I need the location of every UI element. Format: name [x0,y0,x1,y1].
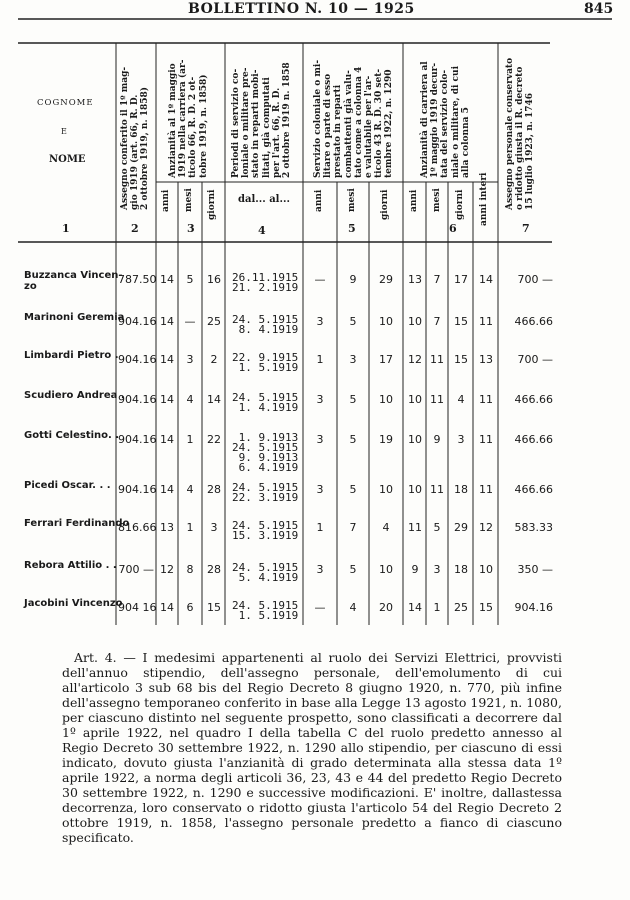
employee-name-line: Rebora Attilio . . [24,560,117,571]
cell-s-mesi: 9 [349,273,357,286]
cell-d-anni: 11 [408,521,422,534]
cell-periodo: 26.11.1915 21. 2.1919 [232,271,299,294]
cell-a-mesi: — [184,315,196,328]
cell-d-anni: 14 [408,601,422,614]
sublabel-mesi: mesi [432,188,442,212]
employee-name [24,430,119,441]
cell-assegno: 904.16 [118,353,157,366]
cell-a-anni: 14 [160,315,174,328]
cell-d-giorni: 18 [454,563,468,576]
cell-conservato: 700 — [517,273,553,286]
col6-header [420,61,471,178]
col7-header-line: Assegno personale conservato [505,57,515,210]
col-number: 1 [62,222,70,235]
col6-header-line: alla colonna 5 [460,107,471,178]
cell-a-anni: 14 [160,353,174,366]
employee-name-line: Buzzanca Vincen- [24,270,123,281]
col-number: 4 [258,224,266,237]
cell-d-mesi: 11 [430,353,444,366]
sublabel-anni: anni [161,189,171,212]
cell-a-mesi: 6 [186,601,194,614]
cell-a-mesi: 1 [186,433,194,446]
cell-d-anni: 10 [408,315,422,328]
cell-d-interi: 12 [479,521,493,534]
cell-s-anni: — [314,601,326,614]
employee-name-line: Scudiero Andrea . [24,390,125,401]
col-number: 2 [131,222,139,235]
col5-header-line: prestato in reparti [333,84,344,178]
cell-d-giorni: 15 [454,315,468,328]
cell-s-giorni: 29 [379,273,393,286]
cell-a-mesi: 1 [186,521,194,534]
cell-d-anni: 13 [408,273,422,286]
col6-header-line: Anzianità di carriera al [420,61,430,178]
cell-a-anni: 14 [160,433,174,446]
cell-conservato: 466.66 [514,433,553,446]
cell-d-giorni: 18 [454,483,468,496]
header-nome: NOME [49,154,86,165]
cell-s-giorni: 20 [379,601,393,614]
cell-s-mesi: 5 [349,563,357,576]
sublabel-mesi: mesi [184,188,194,212]
cell-d-mesi: 11 [430,393,444,406]
cell-d-giorni: 3 [457,433,465,446]
cell-d-mesi: 9 [433,433,441,446]
employee-name-line: Jacobini Vincenzo [24,598,123,609]
cell-a-anni: 14 [160,393,174,406]
cell-assegno: 787.50 [118,273,157,286]
page-number: 845 [584,1,614,17]
cell-s-anni: 1 [316,353,324,366]
cell-a-mesi: 8 [186,563,194,576]
cell-periodo: 1. 9.1913 24. 5.1915 9. 9.1913 6. 4.1919 [232,431,299,474]
col4-header [231,62,292,178]
cell-assegno: 904 16 [118,601,157,614]
cell-d-giorni: 4 [457,393,465,406]
col5-header-line: combattenti già valu- [343,70,354,178]
article-text: Art. 4. — I medesimi appartenenti al ruolo dei Servizi Elettrici, provvisti dell'annuo stipendio, dell'assegno personale, dell'emolumento di cui all'articolo 3 sub 68 bis del Regio Decreto 8 giugno 1920, n. 770, più infine dell'assegno temporaneo conferito in base alla Legge 13 agosto 1921, n. 1080, per ciascuno distinto nel seguente prospetto, sono classificati a decorrere dal 1º aprile 1922, nel quadro I della tabella C del ruolo predetto annesso al Regio Decreto 30 settembre 1922, n. 1290 allo stipendio, per ciascuno di essi indicato, dovuto giusta l'anzianità di grado determinata alla stessa data 1º aprile 1922, a norma degli articoli 36, 23, 43 e 44 del predetto Regio Decreto 30 settembre 1922, n. 1290 e successive modificazioni. E' inoltre, dallastessa decorrenza, loro conservato o ridotto giusta l'articolo 54 del Regio Decreto 2 ottobre 1919, n. 1858, l'assegno personale predetto a fianco di ciascuno specificato. [62,650,562,845]
cell-a-anni: 14 [160,483,174,496]
cell-s-mesi: 5 [349,315,357,328]
cell-d-interi: 11 [479,393,493,406]
col3-header [168,60,209,178]
cell-a-mesi: 4 [186,483,194,496]
col5-header-line: Servizio coloniale o mi- [313,59,323,178]
cell-s-mesi: 7 [349,521,357,534]
cell-s-giorni: 10 [379,393,393,406]
cell-s-anni: 3 [316,315,324,328]
cell-s-anni: 3 [316,483,324,496]
cell-conservato: 700 — [517,353,553,366]
col5-header-line: tato come a colonna 4 [353,66,364,178]
col-number: 5 [348,222,356,235]
cell-assegno: 816.66 [118,521,157,534]
cell-d-anni: 9 [411,563,419,576]
cell-a-giorni: 3 [210,521,218,534]
cell-a-anni: 14 [160,601,174,614]
col4-header-line: Periodi di servizio co- [231,68,241,178]
cell-d-interi: 10 [479,563,493,576]
cell-d-interi: 11 [479,433,493,446]
header-e: E [61,127,67,136]
employee-name [24,390,125,401]
employee-name-line: Limbardi Pietro . [24,350,119,361]
article-paragraph [62,650,562,845]
cell-d-interi: 13 [479,353,493,366]
cell-a-giorni: 25 [207,315,221,328]
cell-d-mesi: 5 [433,521,441,534]
cell-assegno: 904.16 [118,393,157,406]
sublabel-dal-al: dal... al... [238,194,290,205]
sublabel-giorni: giorni [455,189,465,220]
col2-header-line: Assegno conferito il 1º mag- [120,66,130,210]
cell-conservato: 466.66 [514,315,553,328]
col5-header-line: litare o parte di esso [323,73,334,178]
cell-d-anni: 10 [408,483,422,496]
cell-d-giorni: 15 [454,353,468,366]
col-number: 6 [449,222,457,235]
col-number: 7 [522,222,530,235]
cell-a-giorni: 2 [210,353,218,366]
sublabel-mesi: mesi [347,188,357,212]
col2-header-line: gio 1919 (art. 66, R. D. [130,94,141,210]
employee-name-line: Gotti Celestino. . [24,430,120,441]
employee-name-line: zo [24,281,37,292]
cell-conservato: 583.33 [514,521,553,534]
cell-a-anni: 12 [160,563,174,576]
cell-conservato: 466.66 [514,483,553,496]
col3-header-line: 1919 nella carriera (ar- [178,59,189,178]
cell-s-anni: 3 [316,393,324,406]
employee-name [24,312,124,323]
employee-name-line: Marinoni Geremia [24,312,125,323]
cell-s-giorni: 10 [379,563,393,576]
cell-s-giorni: 19 [379,433,393,446]
cell-d-anni: 10 [408,433,422,446]
cell-s-giorni: 10 [379,483,393,496]
cell-periodo: 22. 9.1915 1. 5.1919 [232,351,299,374]
cell-s-anni: 3 [316,563,324,576]
cell-s-anni: — [314,273,326,286]
sublabel-anni: anni [409,189,419,212]
cell-s-giorni: 10 [379,315,393,328]
col-number: 3 [187,222,195,235]
cell-d-interi: 14 [479,273,493,286]
cell-assegno: 904.16 [118,483,157,496]
cell-periodo: 24. 5.1915 1. 4.1919 [232,391,299,414]
cell-conservato: 904.16 [514,601,553,614]
employee-name [24,270,123,292]
col7-header-line: 15 luglio 1923, n. 1746 [525,92,536,210]
col5-header [313,60,395,178]
col5-header-line: ticolo 43 R. D. 30 set- [374,68,385,178]
cell-s-mesi: 5 [349,433,357,446]
cell-a-giorni: 28 [207,483,221,496]
employee-name-line: Picedi Oscar. . . [24,480,111,491]
cell-s-mesi: 3 [349,353,357,366]
col4-header-line: stato in reparti mobi- [251,69,262,178]
cell-a-mesi: 3 [186,353,194,366]
employee-name [24,518,129,529]
col4-header-line: per l'art. 66, R. D. [271,87,282,178]
col5-header-line: tembre 1922, n. 1290 [384,69,395,178]
cell-d-interi: 15 [479,601,493,614]
cell-d-interi: 11 [479,315,493,328]
cell-s-anni: 1 [316,521,324,534]
cell-d-anni: 12 [408,353,422,366]
cell-d-mesi: 3 [433,563,441,576]
cell-d-mesi: 7 [433,273,441,286]
cell-s-mesi: 4 [349,601,357,614]
cell-a-giorni: 15 [207,601,221,614]
sublabel-anni-interi: anni interi [479,172,489,226]
cell-a-giorni: 28 [207,563,221,576]
cell-d-mesi: 7 [433,315,441,328]
cell-periodo: 24. 5.1915 22. 3.1919 [232,481,299,504]
cell-s-mesi: 5 [349,393,357,406]
cell-d-giorni: 25 [454,601,468,614]
cell-a-anni: 14 [160,273,174,286]
cell-s-giorni: 17 [379,353,393,366]
sublabel-giorni: giorni [380,189,390,220]
cell-conservato: 350 — [517,563,553,576]
employee-name [24,560,117,571]
col6-header-line: niale o militare, di cui [450,66,461,178]
cell-s-giorni: 4 [382,521,390,534]
cell-s-mesi: 5 [349,483,357,496]
employee-name-line: Ferrari Ferdinando [24,518,130,529]
cell-a-giorni: 22 [207,433,221,446]
cell-s-anni: 3 [316,433,324,446]
col3-header-line: tobre 1919, n. 1858) [198,74,209,178]
cell-periodo: 24. 5.1915 1. 5.1919 [232,599,299,622]
col5-header-line: e valutabile per l'ar- [364,75,375,178]
employee-name [24,350,119,361]
cell-assegno: 904.16 [118,315,157,328]
col6-header-line: 1º maggio 1919 decur- [430,62,441,178]
cell-d-mesi: 11 [430,483,444,496]
col6-header-line: tata del servizio colo- [440,69,451,178]
cell-periodo: 24. 5.1915 5. 4.1919 [232,561,299,584]
employee-name [24,480,111,491]
cell-d-anni: 10 [408,393,422,406]
bulletin-title: BOLLETTINO N. 10 — 1925 [188,1,415,17]
employee-name [24,598,123,609]
cell-d-giorni: 29 [454,521,468,534]
col4-header-line: 2 ottobre 1919 n. 1858 [282,62,293,178]
cell-d-interi: 11 [479,483,493,496]
cell-a-anni: 13 [160,521,174,534]
cell-periodo: 24. 5.1915 15. 3.1919 [232,519,299,542]
col3-header-line: ticolo 66, R. D. 2 ot- [188,76,199,178]
cell-a-mesi: 5 [186,273,194,286]
cell-conservato: 466.66 [514,393,553,406]
col4-header-line: loniale o militare pre- [241,67,252,178]
cell-a-giorni: 14 [207,393,221,406]
cell-a-mesi: 4 [186,393,194,406]
col3-header-line: Anzianità al 1º maggio [168,63,178,178]
sublabel-giorni: giorni [207,189,217,220]
cell-d-giorni: 17 [454,273,468,286]
sublabel-anni: anni [314,189,324,212]
cell-assegno: 700 — [118,563,154,576]
col7-header-line: o ridotto giusta il R. decreto [515,66,526,210]
col2-header [120,67,151,210]
col7-header [505,58,536,210]
cell-assegno: 904.16 [118,433,157,446]
cell-d-mesi: 1 [433,601,441,614]
header-cognome: COGNOME [37,98,94,108]
col4-header-line: litati, già computati [261,77,272,178]
cell-periodo: 24. 5.1915 8. 4.1919 [232,313,299,336]
col2-header-line: 2 ottobre 1919, n. 1858) [140,86,151,210]
cell-a-giorni: 16 [207,273,221,286]
